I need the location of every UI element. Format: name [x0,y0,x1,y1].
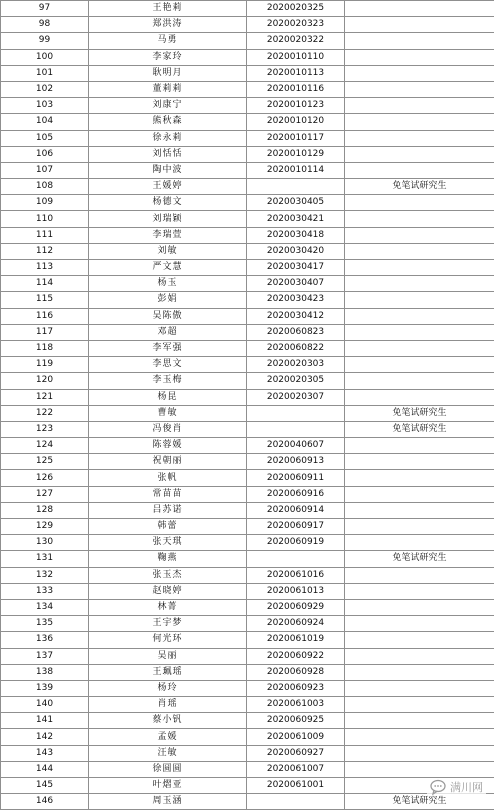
note-cell [345,519,494,535]
name-cell: 王宇梦 [89,616,247,632]
row-number-cell: 128 [1,502,89,518]
name-cell: 杨玲 [89,680,247,696]
table-row [1,632,494,648]
row-number-cell: 143 [1,745,89,761]
table-row [1,421,494,437]
note-cell [345,373,494,389]
exam-id-cell: 2020061003 [247,697,345,713]
row-number-cell: 130 [1,535,89,551]
chat-bubble-icon [430,779,446,795]
note-cell [345,340,494,356]
table-row [1,470,494,486]
note-cell [345,664,494,680]
exam-id-cell: 2020030412 [247,308,345,324]
row-number-cell: 120 [1,373,89,389]
row-number-cell: 126 [1,470,89,486]
note-cell [345,680,494,696]
exam-id-cell: 2020010123 [247,98,345,114]
name-cell: 曹敏 [89,405,247,421]
note-cell: 免笔试研究生 [345,421,494,437]
name-cell: 李思文 [89,357,247,373]
exam-id-cell: 2020020307 [247,389,345,405]
exam-id-cell [247,179,345,195]
name-cell: 鞠燕 [89,551,247,567]
row-number-cell: 140 [1,697,89,713]
exam-id-cell: 2020030417 [247,260,345,276]
exam-id-cell: 2020060922 [247,648,345,664]
table-row [1,519,494,535]
row-number-cell: 133 [1,583,89,599]
table-row [1,599,494,615]
note-cell [345,438,494,454]
name-cell: 杨德文 [89,195,247,211]
row-number-cell: 114 [1,276,89,292]
exam-id-cell: 2020010113 [247,65,345,81]
name-cell: 彭娟 [89,292,247,308]
row-number-cell: 138 [1,664,89,680]
watermark-text: 满川网 [450,779,483,795]
note-cell [345,357,494,373]
exam-id-cell: 2020030421 [247,211,345,227]
name-cell: 赵晓婷 [89,583,247,599]
table-row [1,438,494,454]
name-cell: 李玉梅 [89,373,247,389]
exam-id-cell [247,405,345,421]
table-row [1,486,494,502]
table-row [1,745,494,761]
row-number-cell: 102 [1,81,89,97]
table-row [1,502,494,518]
name-cell: 李军强 [89,340,247,356]
exam-id-cell: 2020060917 [247,519,345,535]
row-number-cell: 99 [1,33,89,49]
row-number-cell: 110 [1,211,89,227]
note-cell [345,308,494,324]
table-row [1,179,494,195]
exam-id-cell: 2020061009 [247,729,345,745]
note-cell [345,616,494,632]
name-cell: 熊秋森 [89,114,247,130]
note-cell [345,583,494,599]
name-cell: 叶熠亚 [89,778,247,794]
name-cell: 张天琪 [89,535,247,551]
exam-id-cell: 2020010120 [247,114,345,130]
name-cell: 徐圆圆 [89,761,247,777]
name-cell: 林菁 [89,599,247,615]
table-row [1,373,494,389]
name-cell: 何光环 [89,632,247,648]
table-row [1,405,494,421]
note-cell: 免笔试研究生 [345,405,494,421]
table-row [1,697,494,713]
row-number-cell: 107 [1,162,89,178]
exam-id-cell: 2020060911 [247,470,345,486]
note-cell [345,599,494,615]
exam-id-cell: 2020060916 [247,486,345,502]
name-cell: 刘瑞颖 [89,211,247,227]
row-number-cell: 145 [1,778,89,794]
row-number-cell: 122 [1,405,89,421]
table-row [1,729,494,745]
row-number-cell: 104 [1,114,89,130]
exam-id-cell: 2020010114 [247,162,345,178]
name-cell: 董莉莉 [89,81,247,97]
row-number-cell: 100 [1,49,89,65]
note-cell [345,195,494,211]
exam-id-cell [247,421,345,437]
exam-id-cell: 2020030418 [247,227,345,243]
row-number-cell: 101 [1,65,89,81]
row-number-cell: 137 [1,648,89,664]
note-cell [345,33,494,49]
name-cell: 吴丽 [89,648,247,664]
name-cell: 王艳莉 [89,1,247,17]
row-number-cell: 124 [1,438,89,454]
table-row [1,680,494,696]
exam-id-cell: 2020060923 [247,680,345,696]
table-row [1,98,494,114]
name-cell: 李瑞萱 [89,227,247,243]
exam-id-cell: 2020030405 [247,195,345,211]
table-body [1,1,494,810]
note-cell [345,486,494,502]
name-cell: 刘康宁 [89,98,247,114]
table-row [1,583,494,599]
note-cell [345,65,494,81]
row-number-cell: 106 [1,146,89,162]
name-cell: 陈蓉媛 [89,438,247,454]
table-row [1,308,494,324]
exam-id-cell: 2020061019 [247,632,345,648]
row-number-cell: 115 [1,292,89,308]
note-cell [345,17,494,33]
note-cell: 免笔试研究生 [345,794,494,810]
table-row [1,243,494,259]
note-cell [345,276,494,292]
exam-id-cell: 2020020325 [247,1,345,17]
row-number-cell: 127 [1,486,89,502]
table-row [1,357,494,373]
table-row [1,567,494,583]
table-row [1,211,494,227]
exam-id-cell: 2020030423 [247,292,345,308]
name-cell: 刘恬恬 [89,146,247,162]
table-row [1,454,494,470]
exam-id-cell: 2020060928 [247,664,345,680]
name-cell: 耿明月 [89,65,247,81]
name-cell: 马勇 [89,33,247,49]
table-row [1,713,494,729]
exam-id-cell: 2020040607 [247,438,345,454]
name-cell: 陶中波 [89,162,247,178]
row-number-cell: 109 [1,195,89,211]
note-cell [345,98,494,114]
note-cell [345,1,494,17]
name-cell: 杨昆 [89,389,247,405]
name-cell: 严文慧 [89,260,247,276]
exam-id-cell: 2020010110 [247,49,345,65]
name-cell: 王珮瑶 [89,664,247,680]
row-number-cell: 113 [1,260,89,276]
row-number-cell: 135 [1,616,89,632]
row-number-cell: 98 [1,17,89,33]
note-cell [345,454,494,470]
note-cell [345,162,494,178]
note-cell [345,227,494,243]
table-row [1,162,494,178]
note-cell [345,632,494,648]
exam-id-cell: 2020060914 [247,502,345,518]
row-number-cell: 117 [1,324,89,340]
name-cell: 张玉杰 [89,567,247,583]
note-cell [345,146,494,162]
row-number-cell: 132 [1,567,89,583]
name-cell: 冯俊肖 [89,421,247,437]
table-row [1,616,494,632]
name-cell: 杨玉 [89,276,247,292]
table-row [1,130,494,146]
table-row [1,65,494,81]
note-cell [345,567,494,583]
table-row [1,551,494,567]
table-row [1,664,494,680]
row-number-cell: 131 [1,551,89,567]
row-number-cell: 108 [1,179,89,195]
row-number-cell: 146 [1,794,89,810]
name-cell: 徐永莉 [89,130,247,146]
note-cell [345,470,494,486]
note-cell [345,324,494,340]
note-cell: 免笔试研究生 [345,179,494,195]
exam-id-cell: 2020060913 [247,454,345,470]
table-row [1,292,494,308]
name-cell: 孟媛 [89,729,247,745]
row-number-cell: 123 [1,421,89,437]
name-cell: 蔡小钒 [89,713,247,729]
note-cell [345,260,494,276]
name-cell: 吕苏诺 [89,502,247,518]
exam-id-cell: 2020030407 [247,276,345,292]
name-cell: 张帆 [89,470,247,486]
name-cell: 邓超 [89,324,247,340]
table-row [1,195,494,211]
row-number-cell: 116 [1,308,89,324]
name-cell: 汪敏 [89,745,247,761]
table-row [1,81,494,97]
row-number-cell: 142 [1,729,89,745]
table-row [1,260,494,276]
exam-id-cell: 2020060919 [247,535,345,551]
table-row [1,49,494,65]
note-cell [345,535,494,551]
note-cell [345,49,494,65]
table-row [1,114,494,130]
exam-id-cell: 2020020303 [247,357,345,373]
table-row [1,761,494,777]
watermark [427,778,486,796]
name-cell: 周玉涵 [89,794,247,810]
note-cell [345,713,494,729]
name-cell: 李家玲 [89,49,247,65]
row-number-cell: 129 [1,519,89,535]
note-cell [345,211,494,227]
note-cell [345,761,494,777]
table-row [1,276,494,292]
row-number-cell: 119 [1,357,89,373]
exam-id-cell [247,551,345,567]
table-row [1,17,494,33]
table-row [1,535,494,551]
exam-id-cell: 2020060823 [247,324,345,340]
table-row [1,648,494,664]
exam-id-cell: 2020010117 [247,130,345,146]
note-cell [345,81,494,97]
row-number-cell: 144 [1,761,89,777]
exam-id-cell: 2020060929 [247,599,345,615]
row-number-cell: 111 [1,227,89,243]
row-number-cell: 125 [1,454,89,470]
exam-id-cell: 2020061013 [247,583,345,599]
name-cell: 王媛婷 [89,179,247,195]
exam-id-cell: 2020061016 [247,567,345,583]
exam-id-cell: 2020020323 [247,17,345,33]
row-number-cell: 118 [1,340,89,356]
note-cell [345,389,494,405]
row-number-cell: 139 [1,680,89,696]
name-cell: 吴陈傲 [89,308,247,324]
exam-id-cell: 2020061007 [247,761,345,777]
name-cell: 常苗苗 [89,486,247,502]
row-number-cell: 97 [1,1,89,17]
exam-id-cell: 2020060927 [247,745,345,761]
note-cell [345,729,494,745]
exam-id-cell: 2020030420 [247,243,345,259]
name-cell: 郑洪涛 [89,17,247,33]
table-row [1,1,494,17]
note-cell [345,745,494,761]
table-row [1,146,494,162]
table-row [1,340,494,356]
table-row [1,227,494,243]
exam-id-cell: 2020020322 [247,33,345,49]
table-row [1,389,494,405]
name-cell: 刘敏 [89,243,247,259]
exam-id-cell: 2020061001 [247,778,345,794]
table-row [1,778,494,794]
exam-id-cell: 2020060822 [247,340,345,356]
row-number-cell: 136 [1,632,89,648]
note-cell [345,697,494,713]
exam-id-cell: 2020060925 [247,713,345,729]
row-number-cell: 112 [1,243,89,259]
exam-id-cell: 2020020305 [247,373,345,389]
row-number-cell: 121 [1,389,89,405]
row-number-cell: 105 [1,130,89,146]
name-cell: 肖瑶 [89,697,247,713]
exam-id-cell: 2020010116 [247,81,345,97]
note-cell [345,114,494,130]
note-cell [345,130,494,146]
name-cell: 韩蕾 [89,519,247,535]
note-cell [345,502,494,518]
note-cell [345,292,494,308]
exam-id-cell: 2020060924 [247,616,345,632]
note-cell: 免笔试研究生 [345,551,494,567]
table-row [1,33,494,49]
name-cell: 祝朝丽 [89,454,247,470]
exam-id-cell: 2020010129 [247,146,345,162]
note-cell [345,243,494,259]
table-row [1,324,494,340]
note-cell [345,648,494,664]
row-number-cell: 134 [1,599,89,615]
row-number-cell: 103 [1,98,89,114]
row-number-cell: 141 [1,713,89,729]
